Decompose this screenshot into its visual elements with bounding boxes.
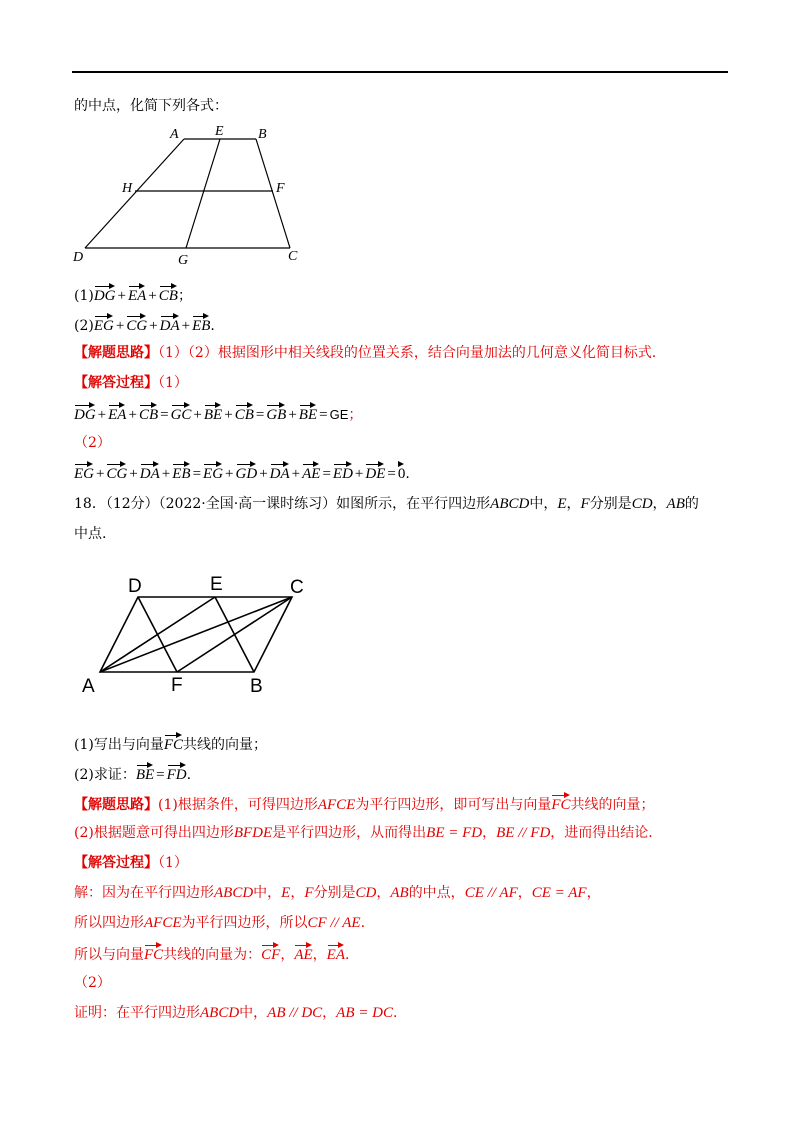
q17-part1: (1)DG + EA + CB；: [74, 284, 192, 306]
label-B: B: [258, 127, 267, 142]
q18-heading: 18．（12分）（2022·全国·高一课时练习）如图所示，在平行四边形ABCD中，E，F分别是CD，AB的: [74, 496, 699, 512]
label-B: B: [250, 676, 263, 697]
label-F: F: [171, 675, 183, 696]
figure-trapezoid: [70, 120, 310, 270]
intro-text: 的中点，化简下列各式：: [74, 98, 228, 114]
label-E: E: [215, 124, 224, 139]
q18-solution2: 所以四边形AFCE为平行四边形，所以CF // AE.: [74, 915, 366, 931]
label-D: D: [128, 576, 142, 597]
q18-proof: 证明：在平行四边形ABCD中，AB // DC，AB = DC.: [74, 1005, 398, 1021]
q18-idea1: 【解题思路】(1)根据条件，可得四边形AFCE为平行四边形，即可写出与向量FC共线的向量；: [74, 793, 655, 815]
q17-solution1: DG + EA + CB = GC + BE + CB = GB + BE = GE；: [74, 403, 362, 425]
label-C: C: [290, 577, 304, 598]
label-H: H: [122, 181, 133, 196]
q18-part1: (1)写出与向量FC共线的向量；: [74, 733, 267, 755]
q17-solution2: EG + CG + DA + EB = EG + GD + DA + AE = ED + DE = 0.: [74, 462, 410, 484]
q18-solution3: 所以与向量FC共线的向量为：CF，AE，EA.: [74, 943, 349, 965]
label-A: A: [82, 676, 95, 697]
q18-idea2: (2)根据题意可得出四边形BFDE是平行四边形，从而得出BE = FD，BE // FD，进而得出结论.: [74, 825, 653, 841]
q18-process2: （2）: [74, 975, 111, 991]
label-E: E: [210, 574, 223, 595]
label-G: G: [178, 253, 189, 268]
figure-parallelogram: [78, 570, 328, 700]
header-rule: [72, 71, 728, 73]
label-F: F: [276, 181, 285, 196]
q17-process2: （2）: [74, 435, 111, 451]
q18-heading-line2: 中点.: [74, 526, 107, 542]
q18-part2: (2)求证：BE = FD.: [74, 763, 191, 785]
label-A: A: [170, 127, 179, 142]
label-D: D: [73, 250, 84, 265]
label-C: C: [288, 249, 298, 264]
q17-process: 【解答过程】（1）: [74, 375, 188, 391]
q18-process: 【解答过程】（1）: [74, 855, 188, 871]
q17-part2: (2)EG + CG + DA + EB.: [74, 314, 215, 336]
q18-solution1: 解：因为在平行四边形ABCD中，E，F分别是CD，AB的中点，CE // AF，CE = AF，: [74, 885, 601, 901]
q17-idea: 【解题思路】（1）（2）根据图形中相关线段的位置关系，结合向量加法的几何意义化简目标式.: [74, 345, 657, 361]
